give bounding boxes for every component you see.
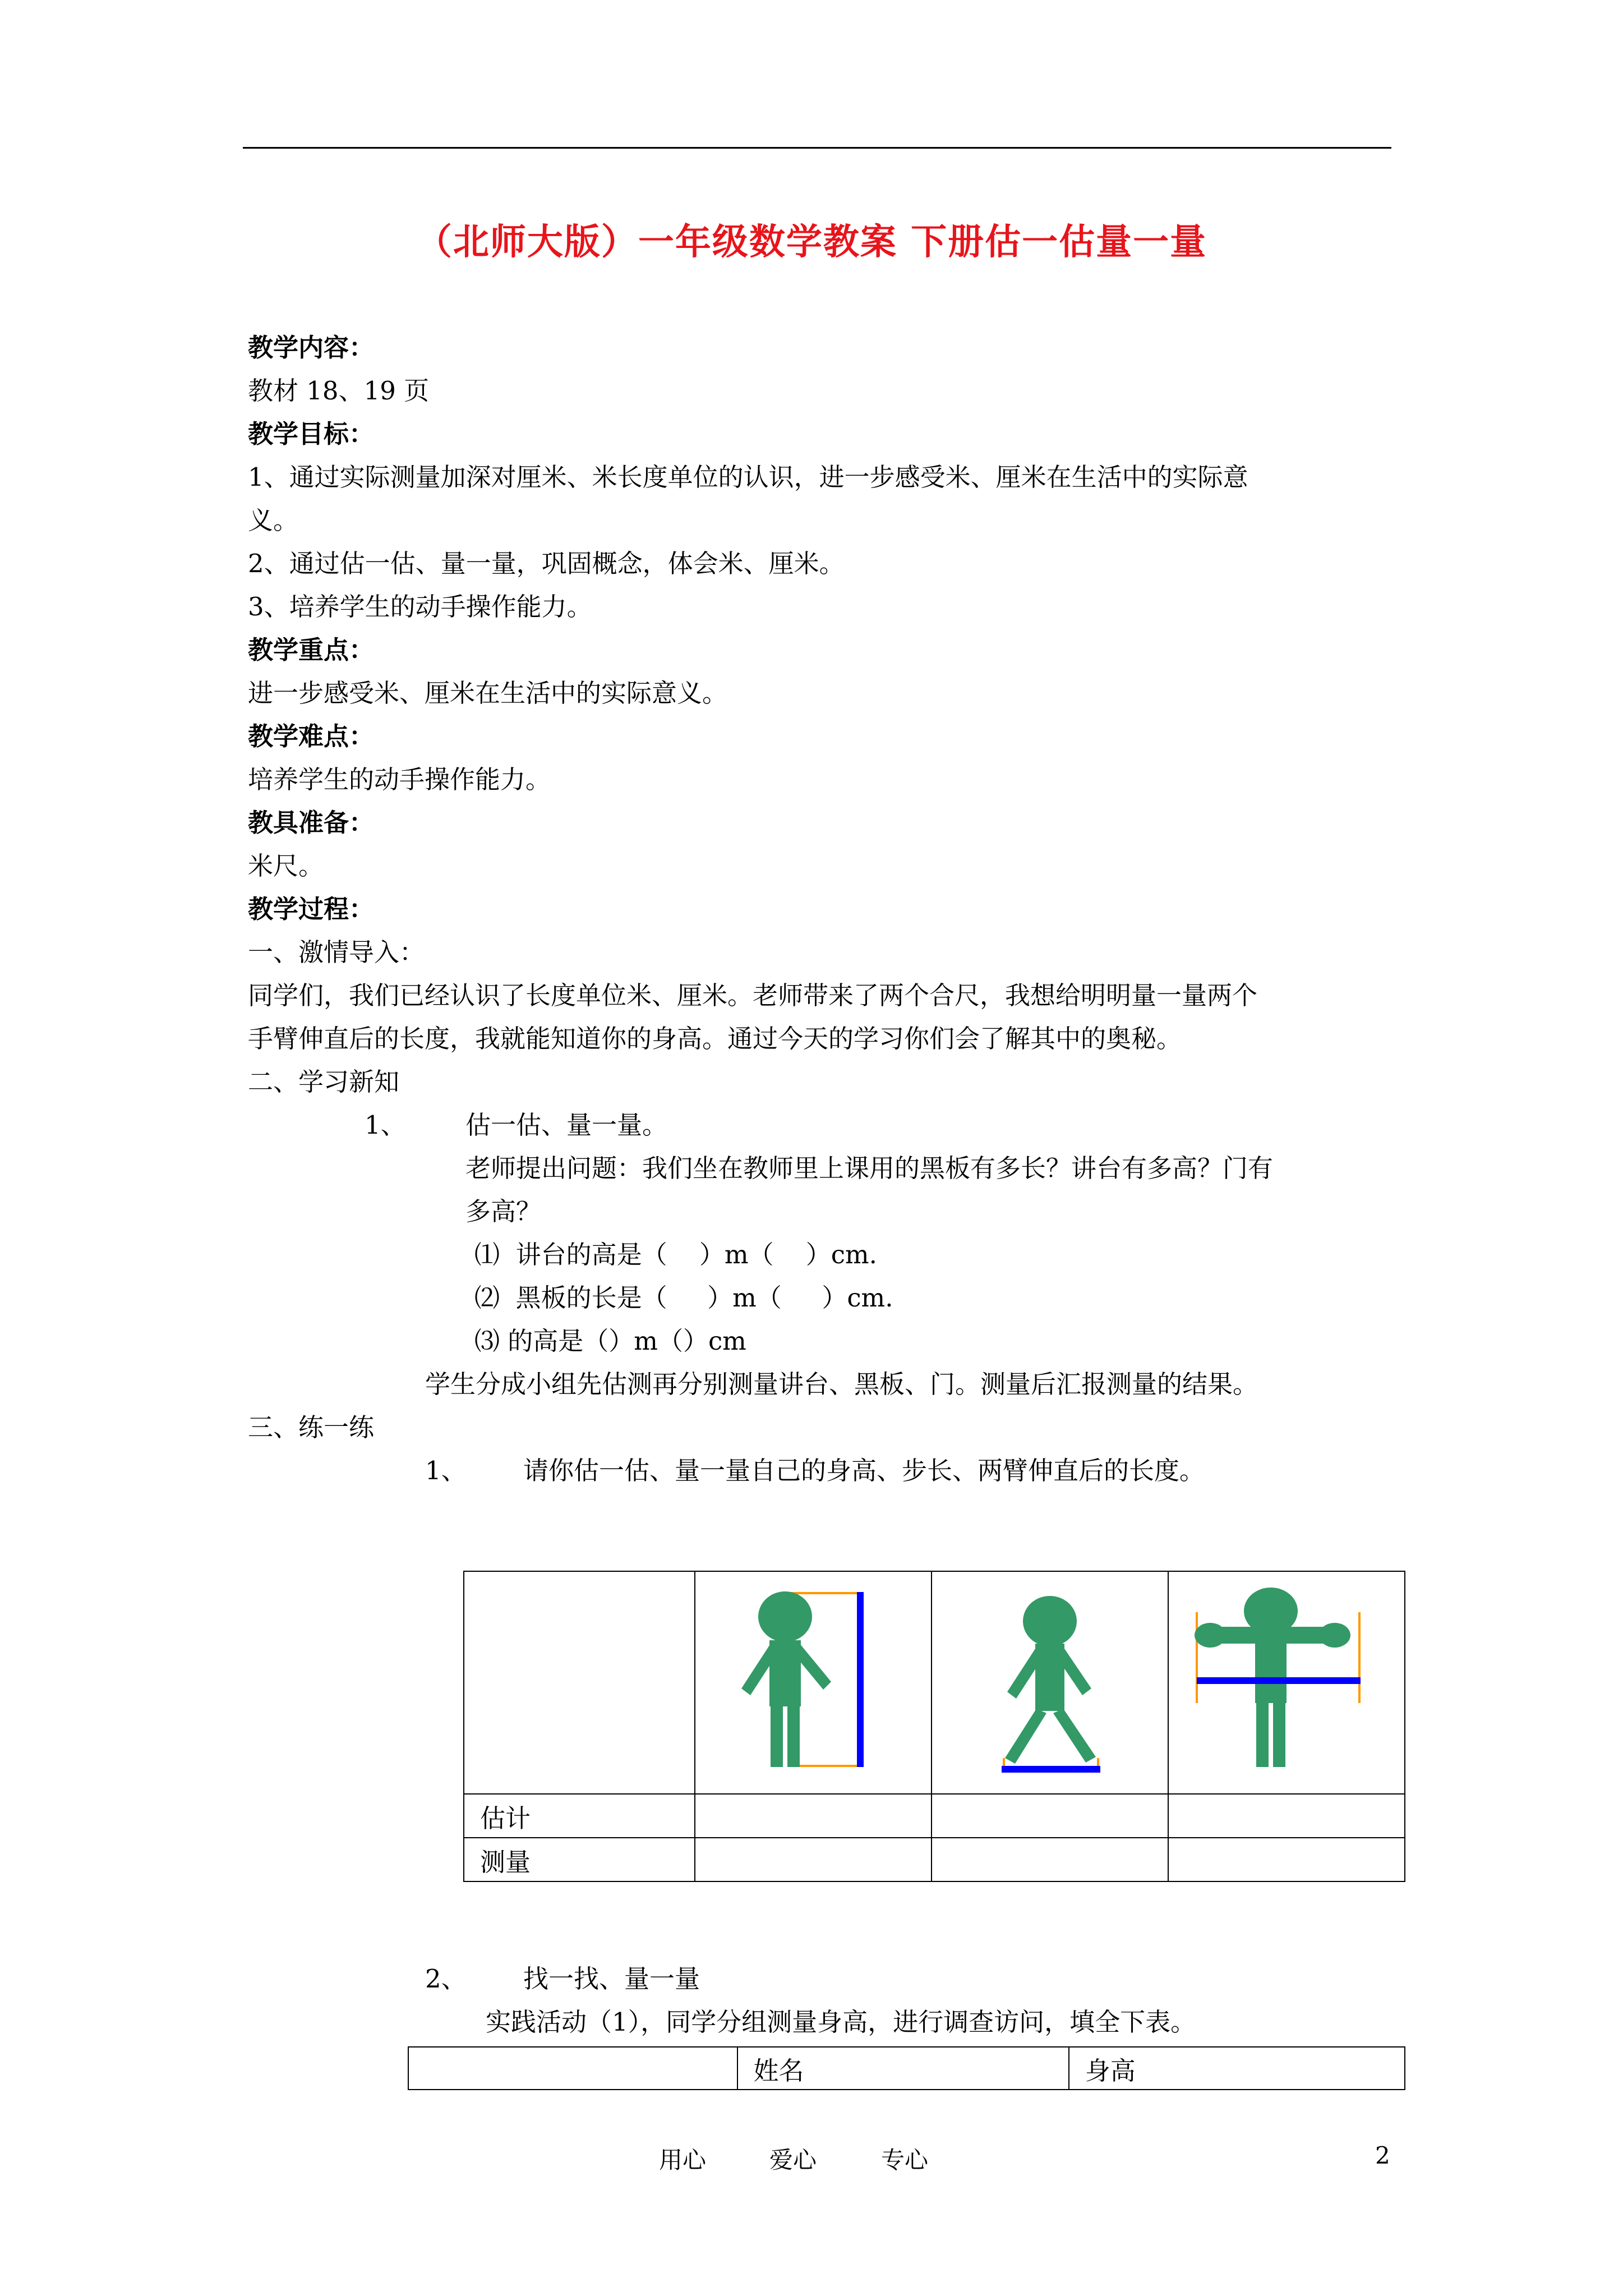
s3-item-1-number: 1、 [425, 1456, 467, 1485]
question-1: ⑴ 讲台的高是（ ）m（ ）cm. [474, 1240, 877, 1269]
row-label-measure: 测量 [464, 1838, 695, 1881]
measure-armspan-cell[interactable] [1168, 1838, 1405, 1881]
s2-group-text: 学生分成小组先估测再分别测量讲台、黑板、门。测量后汇报测量的结果。 [425, 1369, 1258, 1399]
s2-item-1-text: 估一估、量一量。 [465, 1110, 668, 1140]
section-3-heading: 三、练一练 [248, 1412, 375, 1442]
goal-1b: 义。 [248, 505, 299, 535]
estimate-armspan-cell[interactable] [1168, 1794, 1405, 1838]
page-title: （北师大版）一年级数学教案 下册估一估量一量 [416, 222, 1207, 263]
footer-word-3: 专心 [881, 2146, 929, 2174]
question-3: ⑶ 的高是（）m（）cm [474, 1326, 746, 1356]
tools-text: 米尺。 [248, 851, 324, 881]
survey-col-height: 身高 [1069, 2047, 1405, 2090]
page-number: 2 [1375, 2142, 1390, 2169]
estimate-step-cell[interactable] [932, 1794, 1168, 1838]
content-text: 教材 18、19 页 [248, 376, 430, 406]
header-rule [243, 147, 1391, 149]
section-1-text-b: 手臂伸直后的长度，我就能知道你的身高。通过今天的学习你们会了解其中的奥秘。 [248, 1024, 1182, 1053]
s2-question-b: 多高？ [465, 1197, 542, 1226]
survey-blank-header [408, 2047, 737, 2090]
armspan-figure-cell [1168, 1571, 1405, 1794]
survey-table [408, 2046, 1405, 2090]
armspan-figure-icon [1169, 1572, 1404, 1787]
practice-text: 实践活动（1），同学分组测量身高，进行调查访问，填全下表。 [486, 2007, 1196, 2037]
s2-item-1-number: 1、 [365, 1110, 406, 1140]
section-2-heading: 二、学习新知 [248, 1067, 400, 1097]
content-heading: 教学内容： [248, 333, 375, 362]
step-figure-icon [932, 1572, 1168, 1787]
goal-2: 2、通过估一估、量一量，巩固概念，体会米、厘米。 [248, 549, 845, 578]
tools-heading: 教具准备： [248, 808, 375, 838]
goal-1a: 1、通过实际测量加深对厘米、米长度单位的认识，进一步感受米、厘米在生活中的实际意 [248, 462, 1248, 492]
s2-question-a: 老师提出问题：我们坐在教师里上课用的黑板有多长？讲台有多高？门有 [465, 1153, 1274, 1183]
question-2: ⑵ 黑板的长是（ ）m（ ）cm. [474, 1283, 893, 1313]
estimate-height-cell[interactable] [695, 1794, 932, 1838]
measure-height-cell[interactable] [695, 1838, 932, 1881]
s3-item-1-text: 请你估一估、量一量自己的身高、步长、两臂伸直后的长度。 [523, 1456, 1205, 1485]
table-corner-cell [464, 1571, 695, 1794]
s3-item-2-text: 找一找、量一量 [523, 1964, 700, 1994]
measurement-table [463, 1571, 1405, 1882]
height-figure-cell [695, 1571, 932, 1794]
step-figure-cell [932, 1571, 1168, 1794]
goal-3: 3、培养学生的动手操作能力。 [248, 592, 592, 622]
key-text: 进一步感受米、厘米在生活中的实际意义。 [248, 678, 728, 708]
height-figure-icon [695, 1572, 931, 1787]
goals-heading: 教学目标： [248, 419, 375, 449]
row-label-estimate: 估计 [464, 1794, 695, 1838]
difficulty-heading: 教学难点： [248, 721, 375, 751]
section-1-text-a: 同学们，我们已经认识了长度单位米、厘米。老师带来了两个合尺，我想给明明量一量两个 [248, 981, 1258, 1010]
footer-word-2: 爱心 [769, 2146, 817, 2174]
s3-item-2-number: 2、 [425, 1964, 467, 1994]
difficulty-text: 培养学生的动手操作能力。 [248, 765, 551, 794]
process-heading: 教学过程： [248, 894, 375, 924]
footer-word-1: 用心 [659, 2146, 707, 2174]
survey-col-name: 姓名 [737, 2047, 1069, 2090]
section-1-heading: 一、激情导入： [248, 937, 425, 967]
measure-step-cell[interactable] [932, 1838, 1168, 1881]
key-heading: 教学重点： [248, 635, 375, 665]
